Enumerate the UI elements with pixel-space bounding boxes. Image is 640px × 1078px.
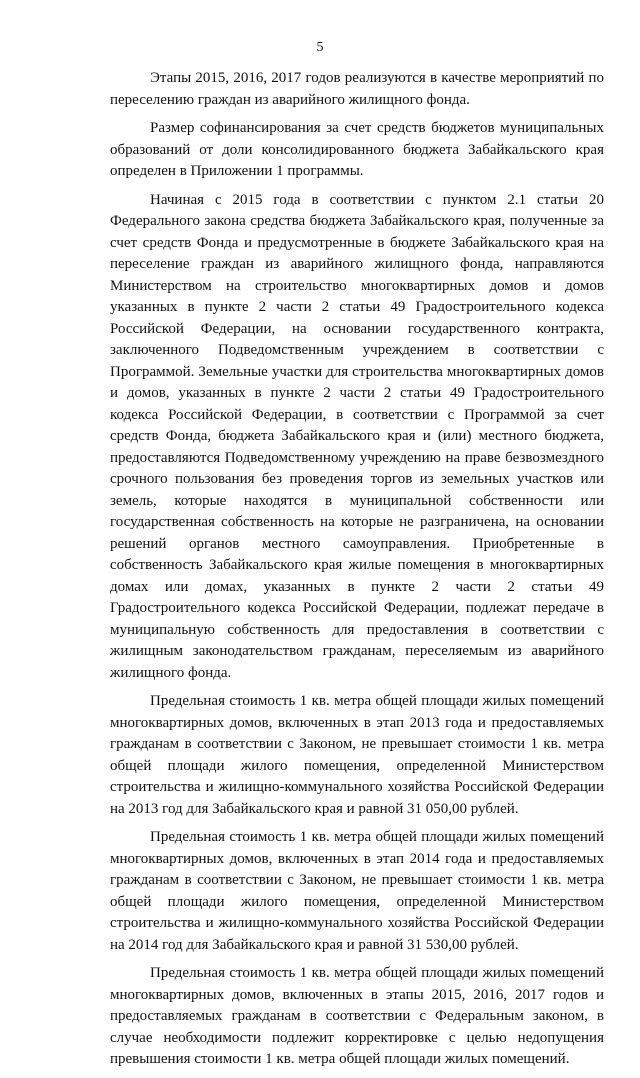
paragraph-fund-allocation: Начиная с 2015 года в соответствии с пунктом 2.1 статьи 20 Федерального закона средства бюджета Забайкальского края, полученные за счет средств Фонда и предусмотренные в бюджете Забайкальского края на переселение граждан из аварийного жилищного фонда, направляются Министерством на строительство многоквартирных домов и домов указанных в пункте 2 части 2 статьи 49 Градостроительного кодекса Российской Федерации, на основании государственного контракта, заключенного Подведомственным учреждением в соответствии с Программой. Земельные участки для строительства многоквартирных домов и домов, указанных в пункте 2 части 2 статьи 49 Градостроительного кодекса Российской Федерации, в соответствии с Программой за счет средств Фонда, бюджета Забайкальского края и (или) местного бюджета, предоставляются Подведомственному учреждению на праве безвозмездного срочного пользования без проведения торгов из земельных участков или земель, которые находятся в муниципальной собственности или государственная собственность на которые не разграничена, на основании решений органов местного самоуправления. Приобретенные в собственность Забайкальского края жилые помещения в многоквартирных домах или домах, указанных в пункте 2 части 2 статьи 49 Градостроительного кодекса Российской Федерации, подлежат передаче в муниципальную собственность для предоставления в соответствии с жилищным законодательством гражданам, переселяемым из аварийного жилищного фонда.: [110, 191, 604, 681]
paragraph-stages-resettlement: Этапы 2015, 2016, 2017 годов реализуются в качестве мероприятий по переселению граждан из аварийного жилищного фонда.: [110, 70, 604, 108]
paragraph-cofinancing: Размер софинансирования за счет средств бюджетов муниципальных образований от доли консолидированного бюджета Забайкальского края определен в Приложении 1 программы.: [110, 120, 604, 179]
page-number: 5: [316, 40, 324, 55]
paragraph-price-2014: Предельная стоимость 1 кв. метра общей площади жилых помещений многоквартирных домов, включенных в этап 2014 года и предоставляемых гражданам в соответствии с Законом, не превышает стоимости 1 кв. метра общей площади жилого помещения, определенной Министерством строительства и жилищно-коммунального хозяйства Российской Федерации на 2014 год для Забайкальского края и равной 31 530,00 рублей.: [110, 829, 604, 953]
paragraph-price-2015-2017: Предельная стоимость 1 кв. метра общей площади жилых помещений многоквартирных домов, включенных в этапы 2015, 2016, 2017 годов и предоставляемых гражданам в соответствии с Федеральным законом, в случае необходимости подлежит корректировке с целью недопущения превышения стоимости 1 кв. метра общей площади жилых помещений.: [110, 965, 604, 1067]
document-body: [110, 68, 604, 1078]
paragraph-price-2013: Предельная стоимость 1 кв. метра общей площади жилых помещений многоквартирных домов, включенных в этап 2013 года и предоставляемых гражданам в соответствии с Законом, не превышает стоимости 1 кв. метра общей площади жилого помещения, определенной Министерством строительства и жилищно-коммунального хозяйства Российской Федерации на 2013 год для Забайкальского края и равной 31 050,00 рублей.: [110, 693, 604, 817]
